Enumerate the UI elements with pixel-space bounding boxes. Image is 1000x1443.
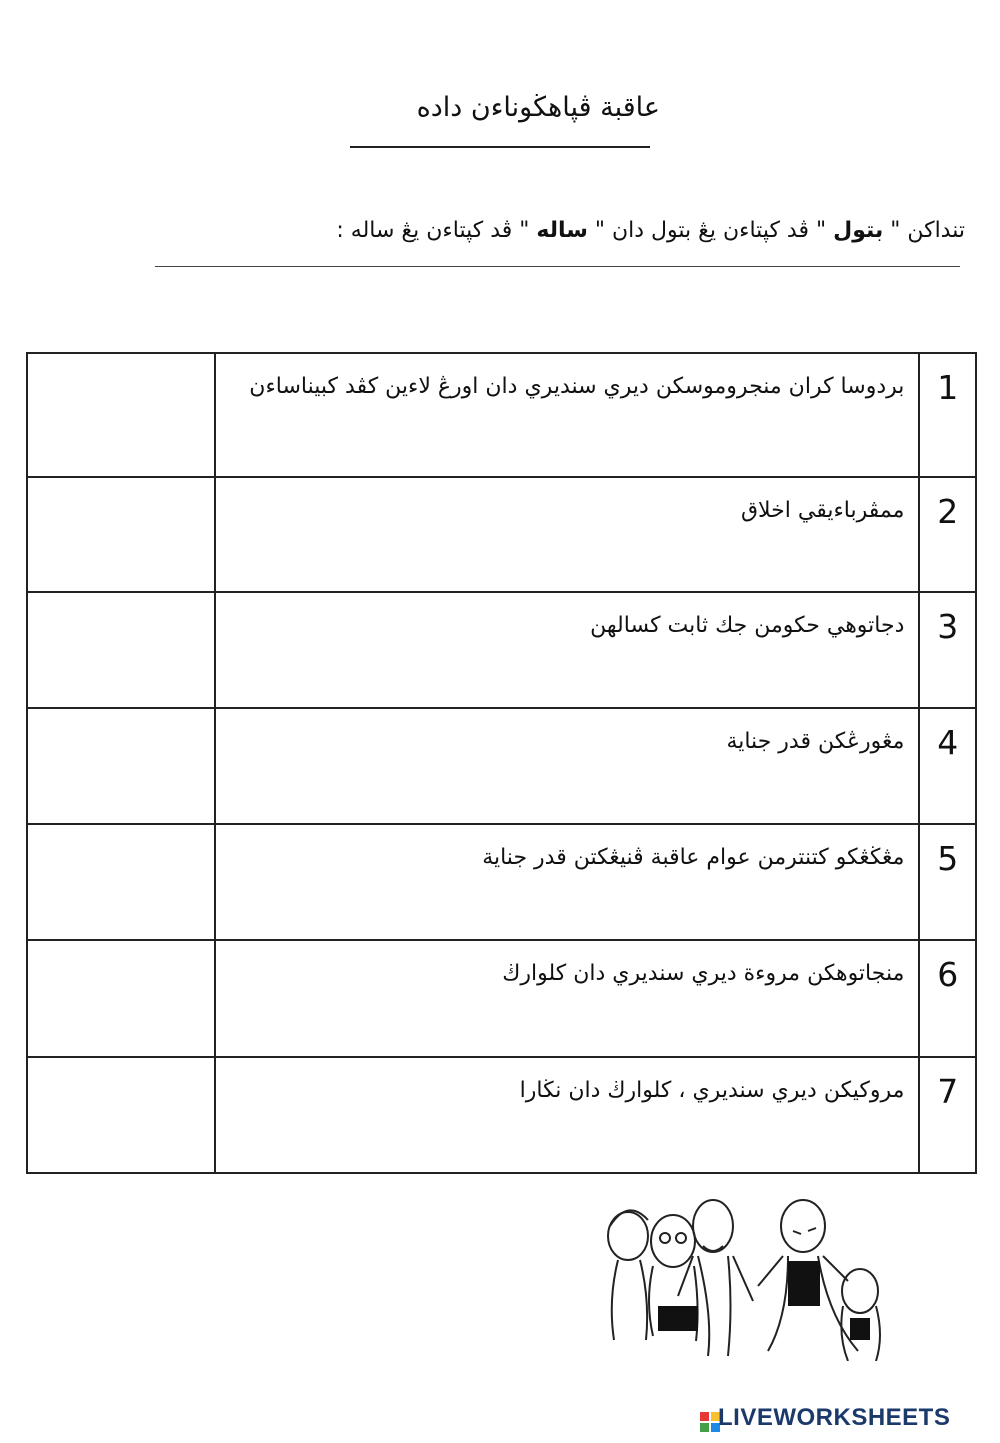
statement-text: دجاتوهي حكومن جك ثابت كسالهن (215, 592, 919, 708)
answer-cell[interactable] (27, 353, 215, 477)
liveworksheets-logo-icon (700, 1412, 720, 1432)
answer-cell[interactable] (27, 592, 215, 708)
instruction-middle: " ڤد كپتاءن يڠ بتول دان " (594, 218, 827, 243)
statement-text: منجاتوهكن مروءة ديري سنديري دان كلوارڬ (215, 940, 919, 1057)
cartoon-illustration (598, 1196, 898, 1361)
row-number: 4 (919, 708, 976, 824)
statement-text: مڠورڠكن قدر جناية (215, 708, 919, 824)
table-row (27, 592, 976, 708)
statement-text: مروكيكن ديري سنديري ، كلوارڬ دان نڬارا (215, 1057, 919, 1173)
title-underline (350, 146, 650, 148)
row-number: 3 (919, 592, 976, 708)
instruction-text (140, 218, 965, 243)
answer-cell[interactable] (27, 477, 215, 592)
table-row (27, 353, 976, 477)
worksheet-title: عاقبة ڤپاهڬوناءن داده (416, 92, 660, 123)
statement-text: مڠڬڠكو كتنترمن عوام عاقبة ڤنيڠكتن قدر جناية (215, 824, 919, 940)
table-row (27, 940, 976, 1057)
statement-text: بردوسا كران منجروموسكن ديري سنديري دان اورڠ لاءين كڤد كبيناساءن (215, 353, 919, 477)
table-row (27, 708, 976, 824)
row-number: 2 (919, 477, 976, 592)
table-row (27, 824, 976, 940)
instruction-word-false: ساله (536, 218, 588, 243)
table-row (27, 477, 976, 592)
instruction-suffix: " ڤد كپتاءن يڠ ساله : (336, 218, 530, 243)
answer-cell[interactable] (27, 940, 215, 1057)
instruction-prefix: تنداكن " (890, 218, 965, 243)
row-number: 5 (919, 824, 976, 940)
table-row (27, 1057, 976, 1173)
brand-name: LIVEWORKSHEETS (718, 1404, 951, 1431)
row-number: 6 (919, 940, 976, 1057)
row-number: 7 (919, 1057, 976, 1173)
answer-cell[interactable] (27, 1057, 215, 1173)
instruction-underline (155, 266, 960, 267)
answer-cell[interactable] (27, 708, 215, 824)
row-number: 1 (919, 353, 976, 477)
instruction-word-true: بتول (833, 218, 884, 243)
worksheet-table (26, 352, 977, 1174)
statement-text: ممڤرباءيقي اخلاق (215, 477, 919, 592)
answer-cell[interactable] (27, 824, 215, 940)
